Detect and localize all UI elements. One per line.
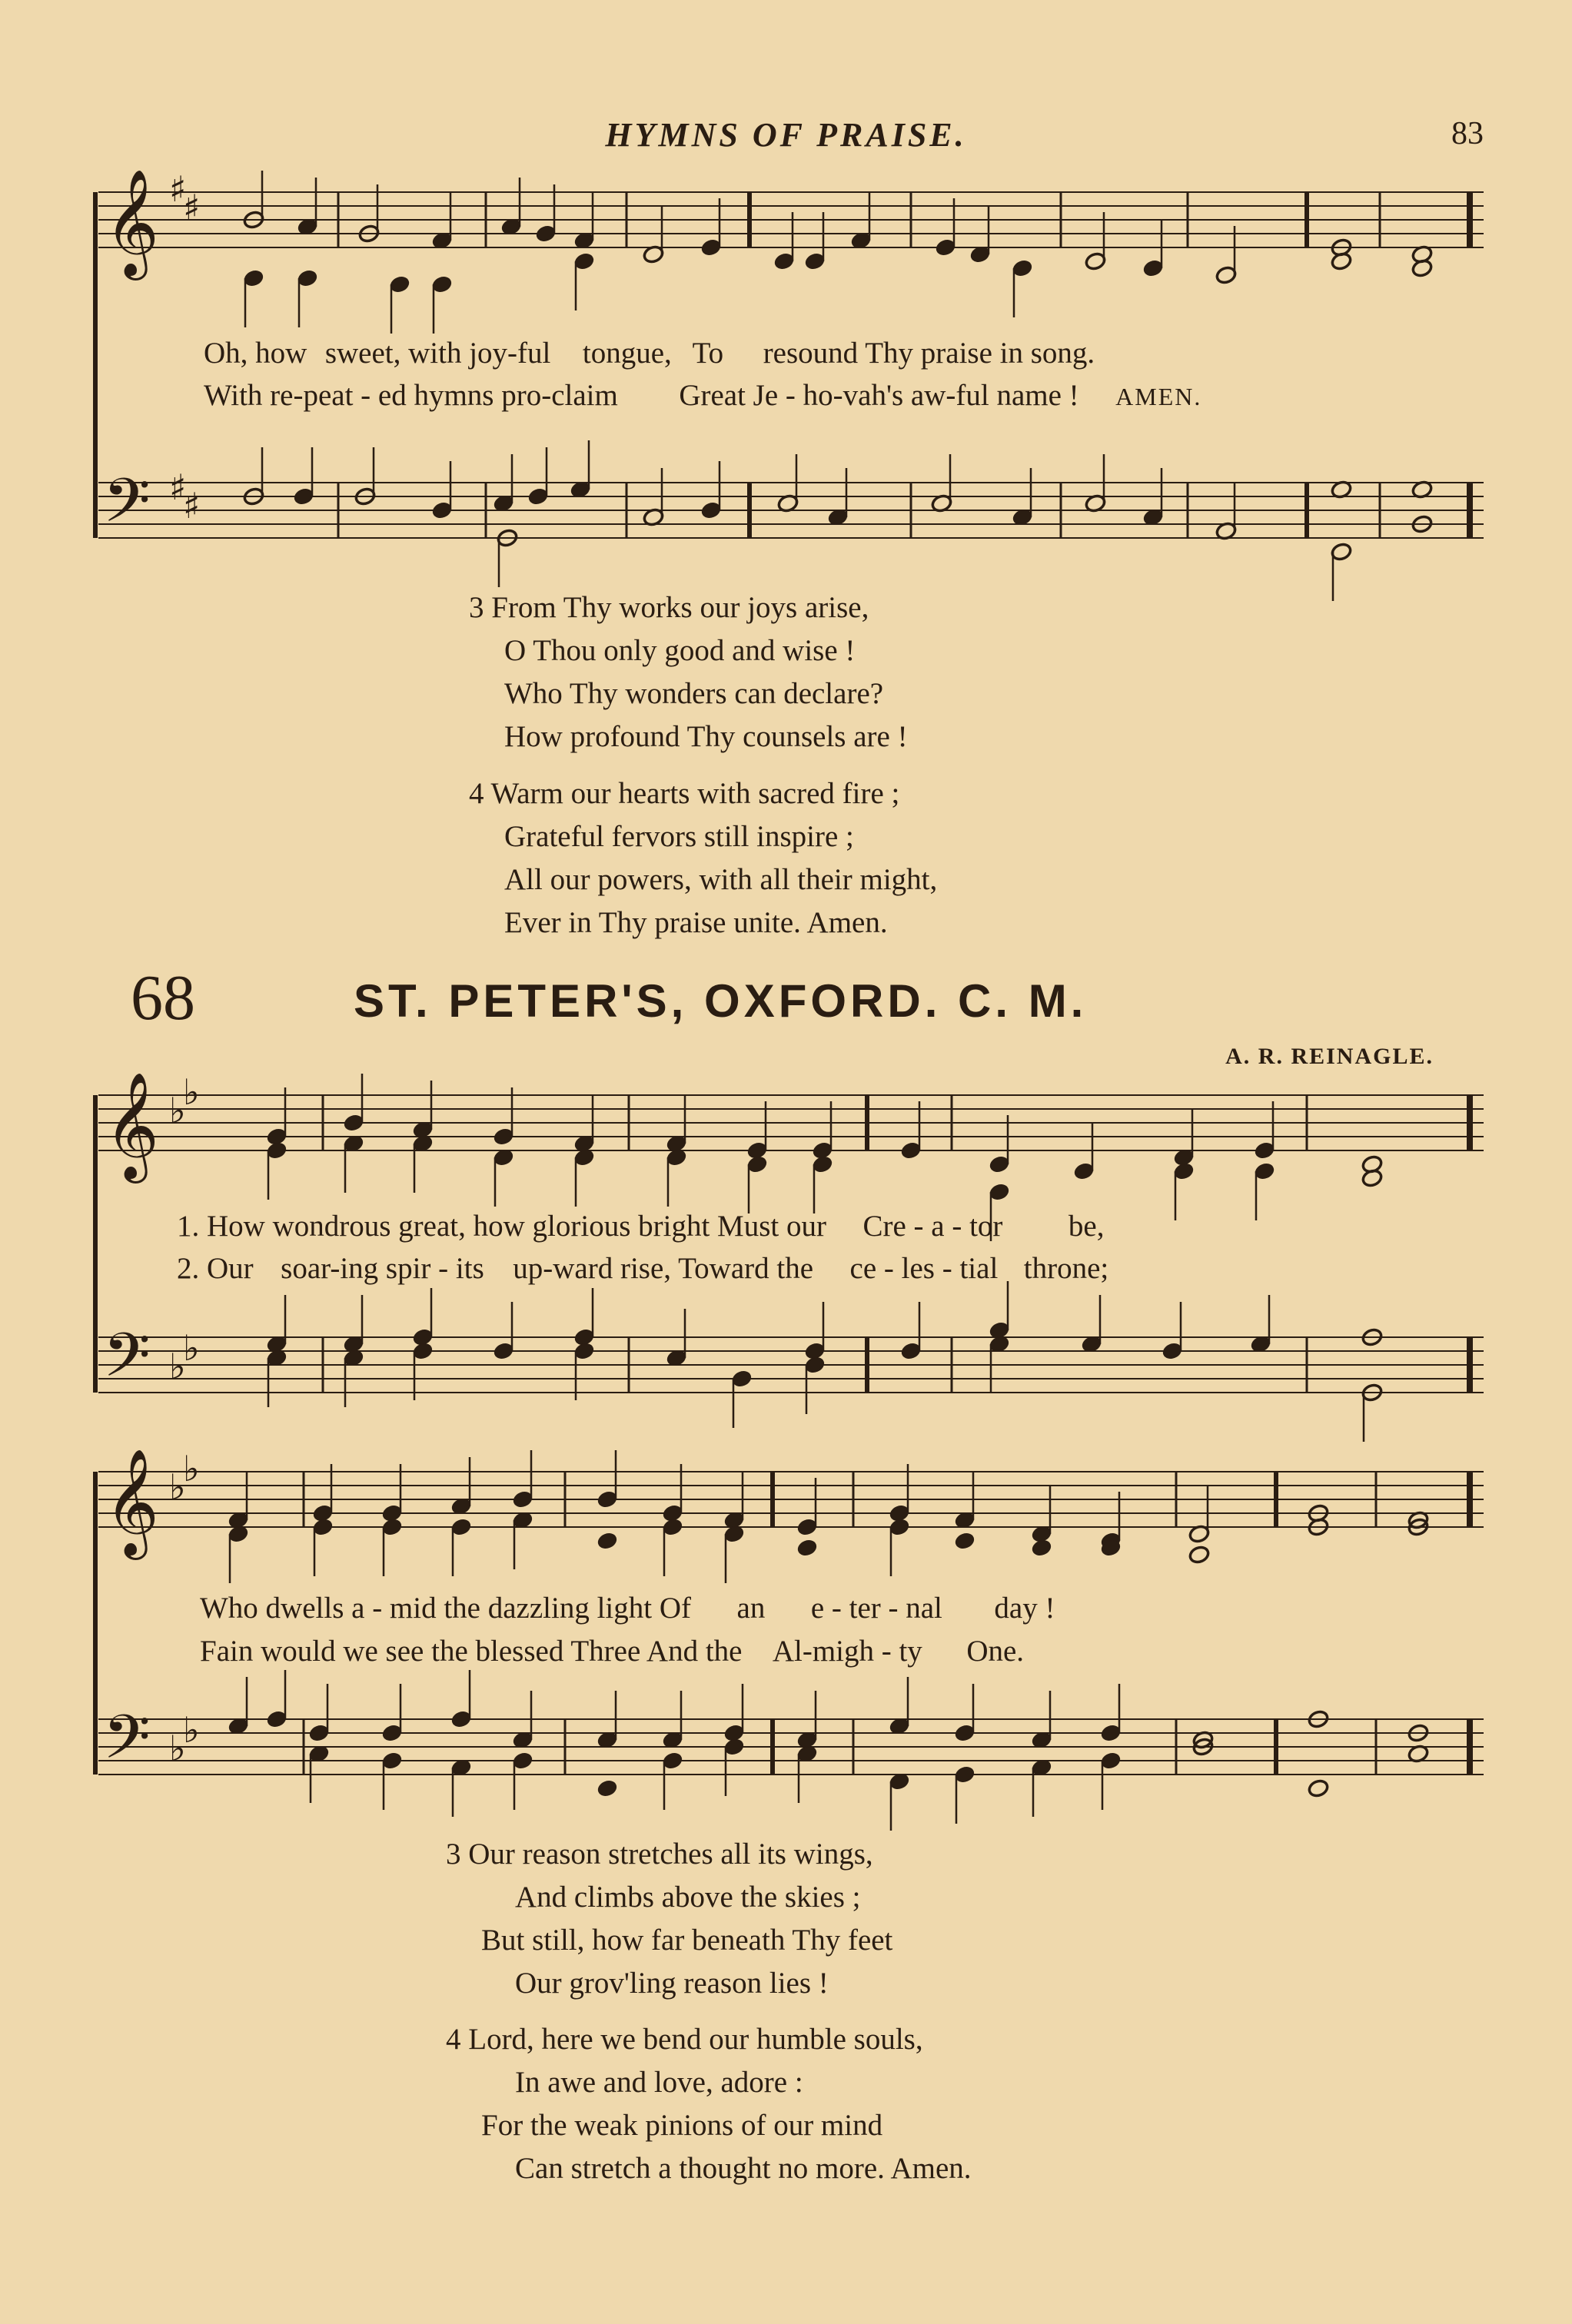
sharp-icon: ♯: [169, 466, 187, 508]
flat-icon: ♭: [183, 1709, 200, 1751]
lyric-syllable: resound Thy praise in song.: [763, 337, 1095, 370]
lyric-syllable: sweet, with joy-ful: [324, 337, 551, 370]
lyric-syllable: Who dwells a - mid the dazzling light: [200, 1592, 653, 1625]
lyric-syllable: And the: [646, 1635, 743, 1668]
lyric-syllable: Great Je - ho-vah's aw-ful name !: [679, 379, 1079, 412]
treble-clef: 𝄞: [105, 169, 159, 276]
bass-clef: 𝄢: [103, 1320, 151, 1406]
flat-icon: ♭: [169, 1090, 186, 1131]
lyric-syllable: Oh, how: [204, 337, 307, 370]
flat-icon: ♭: [183, 1327, 200, 1369]
treble-clef: 𝄞: [105, 1449, 159, 1555]
verse-line: But still, how far beneath Thy feet: [481, 1924, 893, 1957]
lyric-syllable: how glorious bright: [473, 1210, 710, 1243]
lyric-syllable: With re-peat - ed hymns pro-claim: [204, 379, 618, 412]
verse-line: All our powers, with all their might,: [504, 863, 938, 896]
note-head: [597, 1778, 619, 1798]
lyric-syllable: up-ward rise,: [513, 1252, 672, 1285]
verse-line: And climbs above the skies ;: [515, 1881, 861, 1914]
lyric-syllable: an: [736, 1592, 766, 1625]
verse-line: Our grov'ling reason lies !: [515, 1967, 829, 2000]
flat-icon: ♭: [169, 1466, 186, 1508]
flat-icon: ♭: [183, 1071, 200, 1113]
note-head: [954, 1531, 976, 1551]
verse-line: Grateful fervors still inspire ;: [504, 820, 854, 853]
verse-3: [469, 586, 908, 759]
note-head: [1361, 1168, 1384, 1188]
amen-label: AMEN.: [1115, 383, 1202, 410]
note-head: [1308, 1778, 1330, 1798]
lyric-syllable: One.: [966, 1635, 1025, 1668]
lyric-line-2: [200, 1634, 1024, 1668]
lyric-syllable: Al-migh - ty: [772, 1635, 922, 1668]
verse-line: For the weak pinions of our mind: [481, 2109, 883, 2142]
lyric-line-2: [204, 378, 1201, 413]
lyric-syllable: e - ter - nal: [810, 1592, 942, 1625]
note-head: [1031, 1538, 1053, 1558]
running-header: HYMNS OF PRAISE.: [605, 116, 967, 154]
verse-line: 4 Lord, here we bend our humble souls,: [446, 2023, 923, 2056]
lyric-syllable: soar-ing spir - its: [281, 1252, 484, 1285]
verse-4: [469, 772, 937, 945]
lyric-syllable: day !: [994, 1592, 1055, 1625]
verse-line: Ever in Thy praise unite. Amen.: [504, 906, 888, 939]
bass-clef: 𝄢: [103, 1702, 151, 1788]
lyric-syllable: Fain would we see the blessed Three: [200, 1635, 641, 1668]
verse-4: [446, 2018, 972, 2190]
lyric-syllable: Our: [207, 1252, 254, 1285]
hymn-number: 68: [131, 962, 195, 1034]
verse-line: In awe and love, adore :: [515, 2066, 803, 2099]
flat-icon: ♭: [169, 1346, 186, 1387]
lyric-syllable: ce - les - tial: [849, 1252, 999, 1285]
lyric-syllable: To: [692, 337, 724, 370]
verse-line: How profound Thy counsels are !: [504, 720, 908, 753]
bass-clef: 𝄢: [103, 465, 151, 551]
flat-icon: ♭: [169, 1728, 186, 1769]
lyric-syllable: wondrous great,: [272, 1210, 466, 1243]
flat-icon: ♭: [183, 1448, 200, 1489]
verse-line: 4 Warm our hearts with sacred fire ;: [469, 777, 900, 810]
page-number: 83: [1451, 116, 1484, 151]
lyric-syllable: Must our: [717, 1210, 826, 1243]
note-head: [796, 1538, 819, 1558]
composer-credit: A. R. REINAGLE.: [1225, 1044, 1434, 1069]
lyric-syllable: Toward the: [678, 1252, 814, 1285]
lyric-syllable: Cre - a - tor: [862, 1210, 1003, 1243]
verse-line: 3 Our reason stretches all its wings,: [446, 1838, 873, 1871]
lyric-syllable: tongue,: [582, 337, 672, 370]
lyric-syllable: throne;: [1023, 1252, 1109, 1285]
verse-line: 3 From Thy works our joys arise,: [469, 591, 869, 624]
lyric-line-1: [177, 1209, 1104, 1243]
lyric-line-2: [177, 1251, 1108, 1286]
lyric-line-1: [200, 1591, 1055, 1625]
lyric-syllable: Of: [659, 1592, 692, 1625]
sharp-icon: ♯: [183, 485, 201, 526]
note-head: [1411, 258, 1434, 278]
sharp-icon: ♯: [183, 187, 201, 228]
verse-number: 1.: [177, 1210, 200, 1243]
sharp-icon: ♯: [169, 168, 187, 210]
verse-number: 2.: [177, 1252, 200, 1285]
treble-clef: 𝄞: [105, 1072, 159, 1179]
verse-line: O Thou only good and wise !: [504, 634, 856, 667]
hymn-title: ST. PETER'S, OXFORD. C. M.: [354, 975, 1088, 1027]
lyric-syllable: be,: [1068, 1210, 1105, 1243]
verse-line: Who Thy wonders can declare?: [504, 677, 884, 710]
verse-3: [446, 1833, 892, 2005]
lyric-line-1: [204, 336, 1095, 370]
note-head: [1331, 251, 1353, 271]
note-head: [1188, 1545, 1211, 1565]
verse-line: Can stretch a thought no more. Amen.: [515, 2152, 972, 2185]
note-head: [597, 1531, 619, 1551]
lyric-syllable: How: [207, 1210, 265, 1243]
